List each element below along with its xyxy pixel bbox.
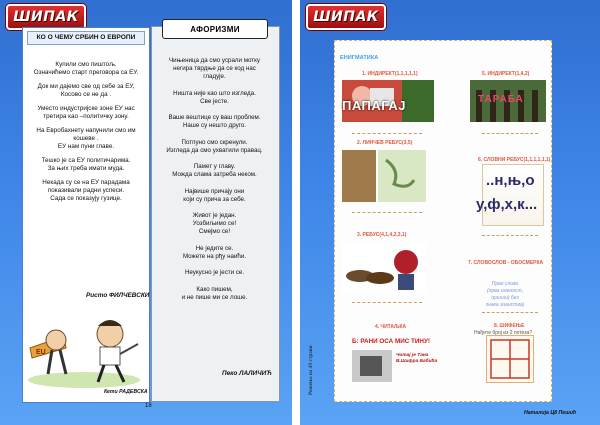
puzzle-label: 5. ИНДИРЕКТ(1,4,2) [482,71,530,77]
aphorism-item: Чињеница да смо усрали мотку негира тврдње да се код нас гладује. [169,57,260,80]
puzzle-word: ПАПАГАЈ [342,98,406,113]
puzzle-letters-line1: ..н,њ,о [486,172,535,189]
citalica-hint: Читај је Тана В.Шифра Бабића [396,353,438,364]
aphorism-item: Ваше вештице су ваш проблем. Наше су нешто друго. [168,114,261,129]
puzzle-label: 1. ИНДИРЕКТ(1,1,1,1,1) [362,71,418,77]
aphorisms-author: Пеко ЛАЛИЧИЋ [222,370,272,377]
aphorism-item: Потпуно смо скренули. Изгледа да смо ухватили правац. [166,138,263,154]
page-number: 18 [145,403,152,409]
answer-line [482,235,538,236]
aphorism-item: Не једите се. Можете на рђу наићи. [182,244,247,260]
illustration-credit: Кети РАДЕВСКА [104,389,148,395]
aphorism-item: Памет у главу. Можда слама затреба неком. [172,163,257,178]
article-title: КО О ЧЕМУ СРБИН О ЕВРОПИ [27,31,145,45]
article-author: Ристо ФИЛЧЕВСКИ [86,292,150,299]
puzzle-label: 7. СЛОВОСЛОВ - ОБОСМЕРКА [468,260,544,266]
aphorism-item: Неукусно је јести се. [184,269,245,276]
answer-line [482,133,538,134]
article-paragraph: Некада су се на ЕУ парадама показивали радни успеси. Сада се показују гузице. [42,179,130,202]
aphorism-item: Највише причају они који су прича за себе. [183,187,246,203]
aphorisms-heading: АФОРИЗМИ [162,19,268,39]
aphorism-item: Ништа није као што изгледа. Све јесте. [173,89,256,105]
svg-text:EU: EU [36,349,46,356]
aphorism-item: Како пишем, и не пише ми се лоше. [181,285,248,301]
logo-text: ШИПАК [13,9,79,25]
slovoslov-clue: Прво слово (прва сменост, оршиш) без знака знанства) [485,281,525,308]
magazine-logo-right [306,4,386,30]
puzzle-credit: Наталија Ц8 Пешић [524,410,577,416]
logo-text: ШИПАК [313,9,379,25]
puzzle-label: 8. ШИФЕЊЕ [494,323,525,329]
article-paragraph: На Евробахнету напунили смо им кошеве . ЕУ нам пуни главе. [36,127,136,150]
aphorism-item: Живот је један. Уозбиљимо се! Смејмо се! [192,212,237,235]
page-gutter [292,0,300,425]
puzzle-rebus-quote: Б: РАНИ ОСА МИС ТИНУ! [352,338,430,345]
shoes-photo [342,242,426,294]
caricature-illustration [24,314,144,390]
article-paragraph: Купили смо пиштољ. Означићемо старт преговора са ЕУ. [33,61,139,76]
puzzle-label: 3. РЕБУС(4,1,4,2,3,1) [357,232,407,238]
article-paragraph: Тешко је са ЕУ политичарима. За њих треба имати муда. [41,157,131,172]
article-body [27,61,145,203]
map-sack-photo [342,150,426,202]
puzzle-label: 2. ЛИНЧЕВ РЕБУС(3,5) [357,140,413,146]
puzzle-label: 6. СЛОВНИ РЕБУС(1,1,1,1,1,1) [478,157,551,163]
matchstick-grid [486,335,534,383]
article-paragraph: Док ми дајемо све од себе за ЕУ, Косово се не да . [37,83,135,98]
answer-line [352,212,422,213]
puzzle-letters-line2: у,ф,х,к... [476,196,538,213]
puzzle-label: 4. ЧИТАЉКА [375,324,407,330]
puzzle-section-title: ЕНИГМАТИКА [340,55,379,61]
solutions-reference: Решења на 49 страни [308,345,314,395]
phone-photo [352,350,392,382]
answer-line [482,312,538,313]
aphorisms-list [153,57,276,310]
answer-line [352,302,422,303]
article-paragraph: Уместо индустријске зоне ЕУ нас третира као –политичку зону. [37,105,135,120]
puzzle-word: ТАРАБА [478,94,524,105]
shifra-instruction: Нађите број из 2 потеза? [474,330,533,336]
answer-line [352,133,422,134]
